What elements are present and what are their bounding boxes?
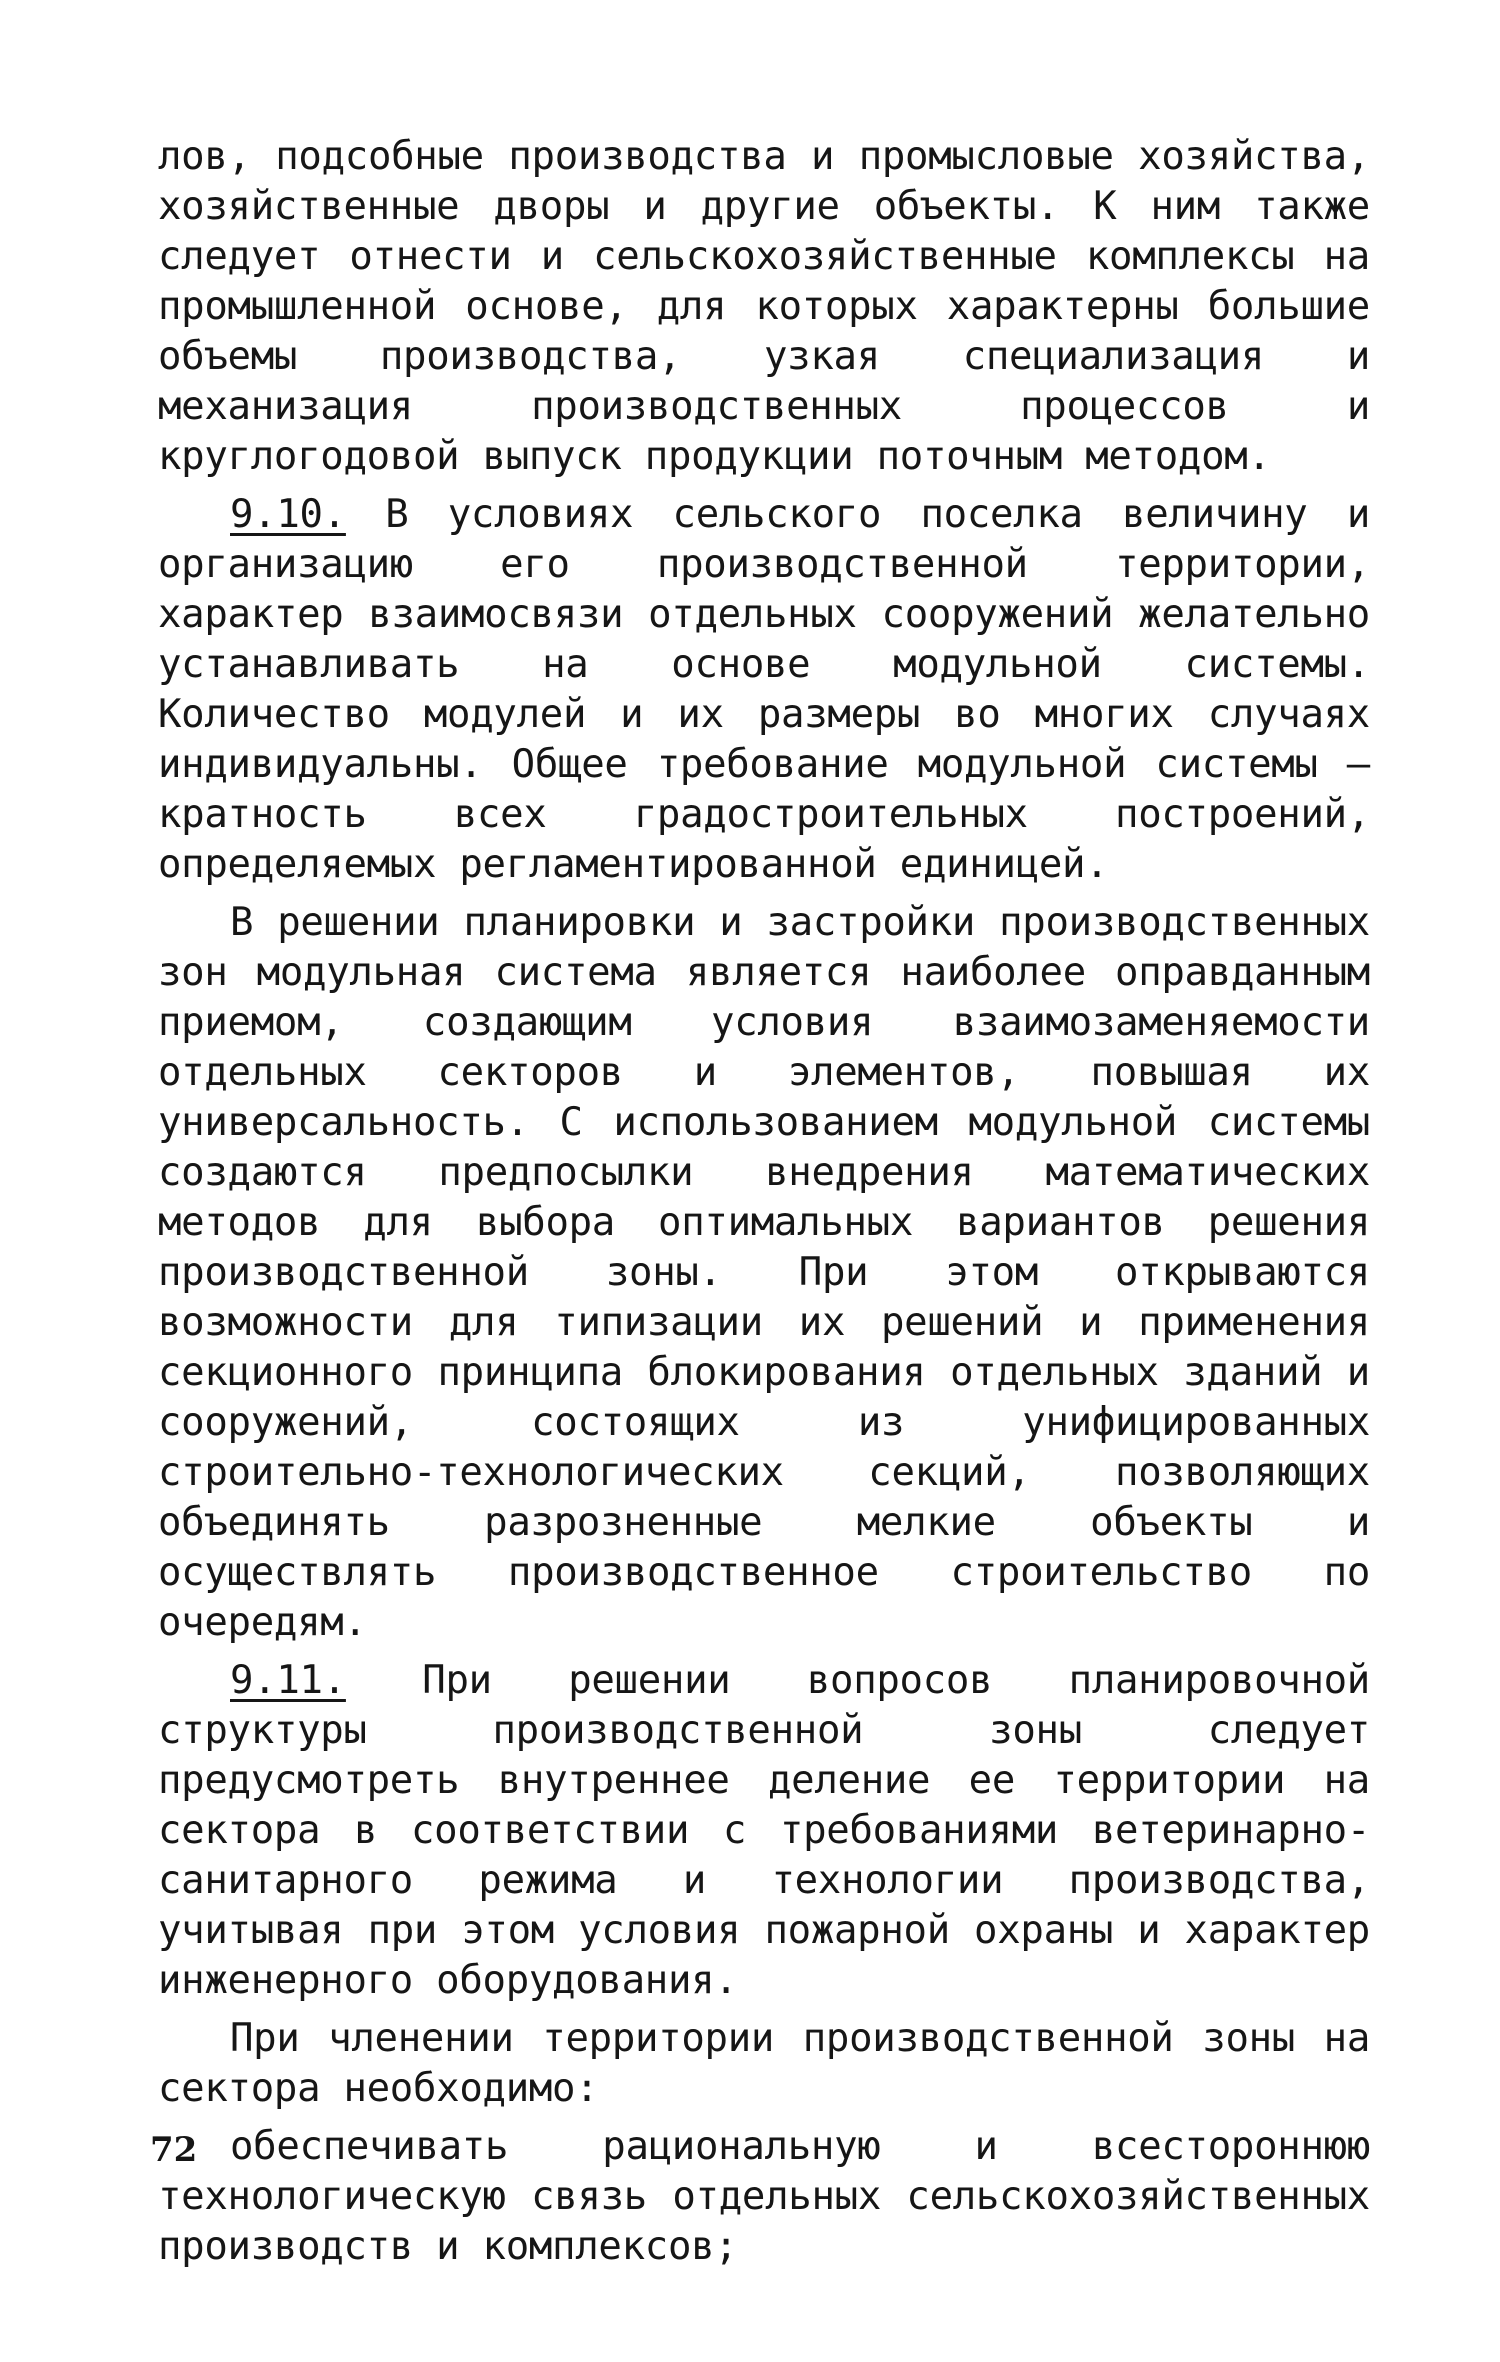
page-number: 72 [150,2130,198,2170]
body-text [158,132,1370,2280]
paragraph-list-item [158,2122,1370,2272]
paragraph-text: лов, подсобные производства и промысловые хозяйства, хозяйственные дворы и другие объекты. К ним также следует отнести и сельскохозяйственные комплексы на промышленной основе, для которых характерны большие объемы производства, узкая специализация и механизация производственных процессов и круглогодовой выпуск продукции поточным методом. [158,134,1370,479]
paragraph-text: При членении территории производственной зоны на сектора необходимо: [158,2016,1370,2111]
paragraph-text: В решении планировки и застройки производственных зон модульная система является наиболее оправданным приемом, создающим условия взаимозаменяемости отдельных секторов и элементов, повышая их универсальность. С использованием модульной системы создаются предпосылки внедрения математических методов для выбора оптимальных вариантов решения производственной зоны. При этом открываются возможности для типизации их решений и применения секционного принципа блокирования отдельных зданий и сооружений, состоящих из унифицированных строительно-технологических секций, позволяющих объединять разрозненные мелкие объекты и осуществлять производственное строительство по очередям. [158,900,1370,1645]
paragraph-9-11 [158,1656,1370,2006]
paragraph-modular-system [158,898,1370,1648]
paragraph-continuation [158,132,1370,482]
section-number: 9.10. [230,492,346,537]
paragraph-text: обеспечивать рациональную и всестороннюю технологическую связь отдельных сельскохозяйственных производств и комплексов; [158,2124,1370,2269]
paragraph-sectors-intro [158,2014,1370,2114]
section-number: 9.11. [230,1658,346,1703]
paragraph-9-10 [158,490,1370,890]
paragraph-text: В условиях сельского поселка величину и организацию его производственной территории, характер взаимосвязи отдельных сооружений желательно устанавливать на основе модульной системы. Количество модулей и их размеры во многих случаях индивидуальны. Общее требование модульной системы – кратность всех градостроительных построений, определяемых регламентированной единицей. [158,492,1370,887]
paragraph-text: При решении вопросов планировочной структуры производственной зоны следует предусмотреть внутреннее деление ее территории на сектора в соответствии с требованиями ветеринарно-санитарного режима и технологии производства, учитывая при этом условия пожарной охраны и характер инженерного оборудования. [158,1658,1370,2003]
